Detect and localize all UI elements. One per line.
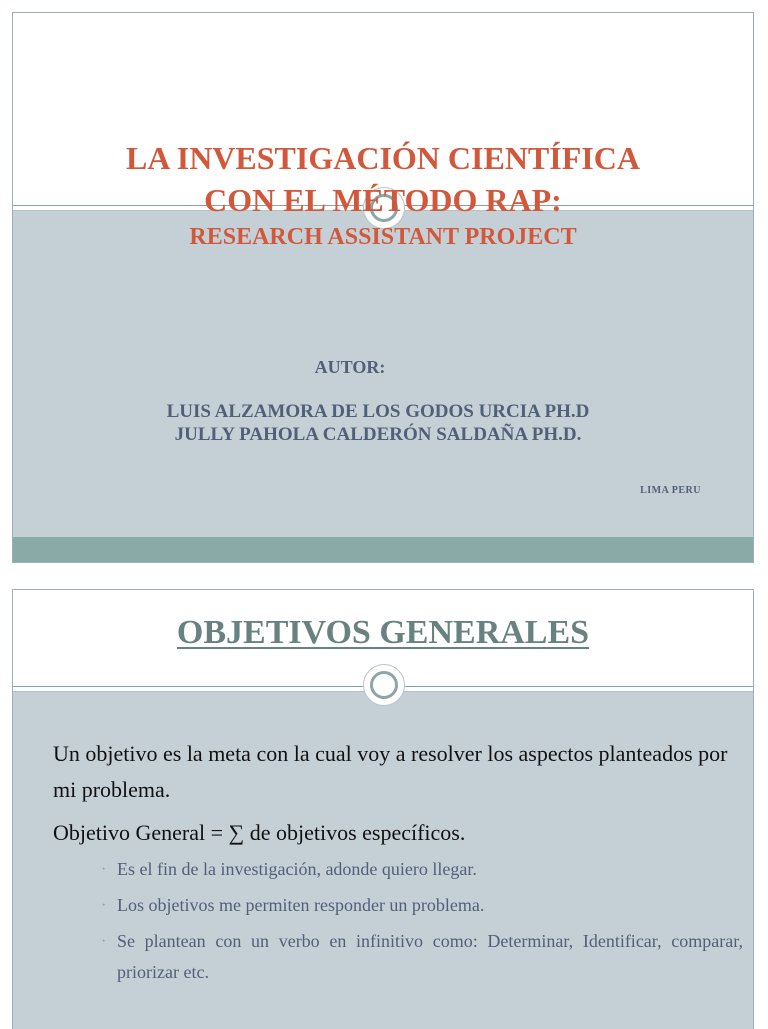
slide-subtitle: RESEARCH ASSISTANT PROJECT (189, 224, 577, 250)
slide-heading: OBJETIVOS GENERALES (176, 614, 590, 651)
bullet-item: · Es el fin de la investigación, adonde quiero llegar. (117, 854, 743, 885)
author-label: AUTOR: (314, 357, 386, 377)
slide-title-line1: LA INVESTIGACIÓN CIENTÍFICA (126, 140, 640, 176)
bullet-item: · Los objetivos me permiten responder un problema. (117, 890, 743, 921)
objectives-slide (12, 589, 754, 1029)
author-name-1: LUIS ALZAMORA DE LOS GODOS URCIA PH.D (166, 401, 590, 422)
location-label: LIMA PERU (640, 485, 701, 496)
slide-title-line2: CON EL MÉTODO RAP: (204, 182, 562, 218)
title-slide (12, 12, 754, 563)
objectives-bullet-list (117, 854, 743, 993)
slide-footer-bar (13, 537, 753, 563)
author-name-2: JULLY PAHOLA CALDERÓN SALDAÑA PH.D. (174, 424, 582, 445)
definition-paragraph: Un objetivo es la meta con la cual voy a resolver los aspectos planteados por mi problema. (53, 741, 728, 802)
formula-paragraph: Objetivo General = ∑ de objetivos específicos. (53, 820, 466, 845)
ring-ornament-icon (363, 664, 405, 706)
bullet-item: · Se plantean con un verbo en infinitivo como: Determinar, Identificar, comparar, priorizar etc. (117, 926, 743, 988)
